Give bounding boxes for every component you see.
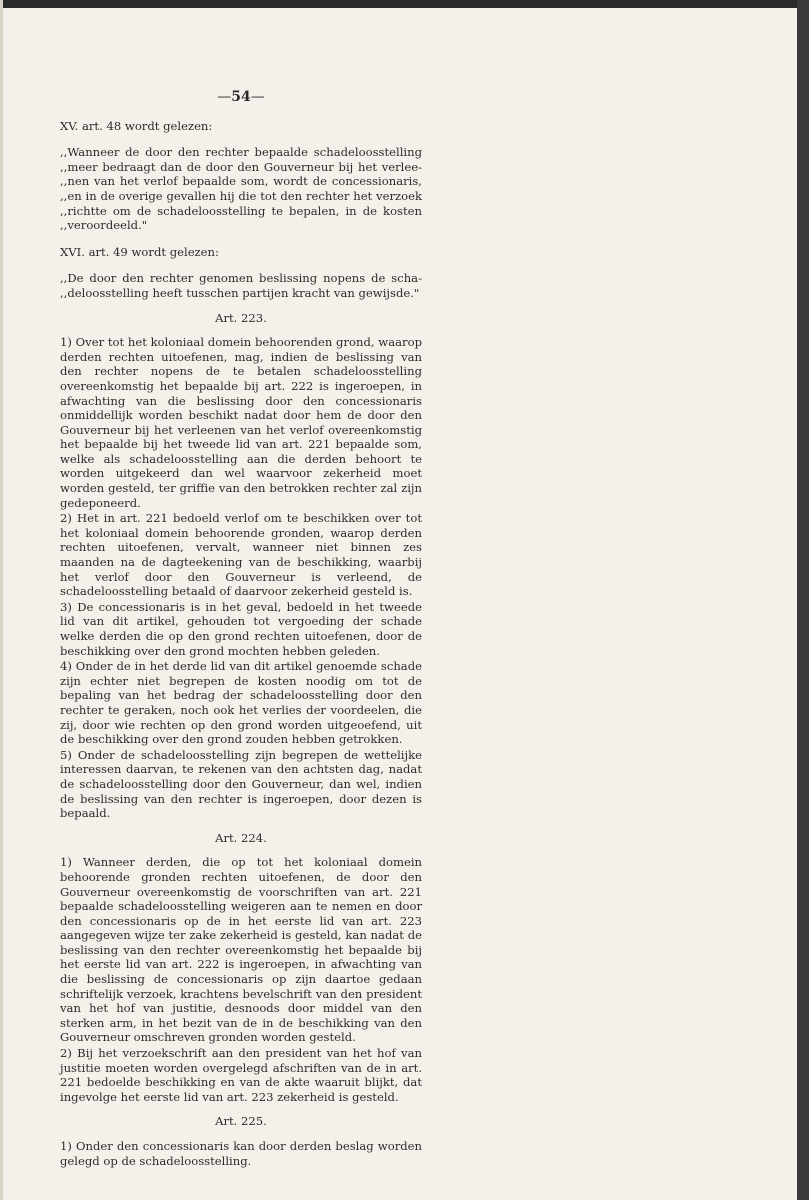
scan-top-edge xyxy=(0,0,809,8)
page-number-prefix: — xyxy=(217,89,232,105)
article-heading-225: Art. 225. xyxy=(215,1114,267,1129)
scan-right-edge xyxy=(797,0,809,1200)
article-224-paragraph-1: 1) Wanneer derden, die op tot het koloniaal domein behoorende gronden rechten uitoefenen, de door den Gouverneur overeenkomstig de voorschriften van art. 221 bepaalde schadeloosstelling weigeren aan te nemen en door den concessionaris op de in het eerste lid van art. 223 aangegeven wijze ter zake zekerheid is gesteld, kan nadat de beslissing van den rechter overeenkomstig het bepaalde bij het eerste lid van art. 222 is ingeroepen, in afwachting van die beslissing de concessionaris op zijn daartoe gedaan schriftelijk verzoek, krachtens bevelschrift van den president van het hof van justitie, desnoods door middel van den sterken arm, in het bezit van de in de beschikking van den Gouverneur omschreven gronden worden gesteld. xyxy=(60,855,422,1045)
page-number xyxy=(60,90,422,105)
page-number-value: 54 xyxy=(231,89,251,105)
article-224-paragraph-2: 2) Bij het verzoekschrift aan den president van het hof van justitie moeten worden overgelegd afschriften van de in art. 221 bedoelde beschikking en van de akte waaruit blijkt, dat ingevolge het eerste lid van art. 223 zekerheid is gesteld. xyxy=(60,1046,422,1104)
article-223-paragraph-5: 5) Onder de schadeloosstelling zijn begrepen de wettelijke interessen daarvan, te rekenen van den achtsten dag, nadat de schadeloosstelling door den Gouverneur, dan wel, indien de beslissing van den rechter is ingeroepen, door dezen is bepaald. xyxy=(60,747,422,821)
article-heading-223: Art. 223. xyxy=(215,310,267,325)
article-223-paragraph-4: 4) Onder de in het derde lid van dit artikel genoemde schade zijn echter niet begrepen de kosten noodig om tot de bepaling van het bedrag der schadeloosstelling door den rechter te geraken, noch ook het verlies der voordeelen, die zij, door wie rechten op den grond worden uitgeoefend, uit de beschikking over den grond zouden hebben getrokken. xyxy=(60,659,422,747)
article-223-paragraph-2: 2) Het in art. 221 bedoeld verlof om te beschikken over tot het koloniaal domein behoorende gronden, waarop derden rechten uitoefenen, vervalt, wanneer niet binnen zes maanden na de dagteekening van de beschikking, waarbij het verlof door den Gouverneur is verleend, de schadeloosstelling betaald of daarvoor zekerheid gesteld is. xyxy=(60,511,422,599)
page-text-column xyxy=(60,90,422,1168)
section-xvi-quote: ,,De door den rechter genomen beslissing nopens de scha- ,,deloosstelling heeft tusschen partijen kracht van gewijsde." xyxy=(60,271,422,300)
page-number-suffix: — xyxy=(250,89,265,105)
article-223-paragraph-1: 1) Over tot het koloniaal domein behoorenden grond, waarop derden rechten uitoefenen, mag, indien de beslissing van den rechter nopens de te betalen schadeloosstelling overeenkomstig het bepaalde bij art. 222 is ingeroepen, in afwachting van die beslissing door den concessionaris onmiddellijk worden beschikt nadat door hem de door den Gouverneur bij het verleenen van het verlof overeenkomstig het bepaalde bij het tweede lid van art. 221 bepaalde som, welke als schadeloosstelling aan die derden behoort te worden uitgekeerd dan wel waarvoor zekerheid moet worden gesteld, ter griffie van den betrokken rechter zal zijn gedeponeerd. xyxy=(60,335,422,510)
article-heading-224: Art. 224. xyxy=(215,830,267,845)
article-223-paragraph-3: 3) De concessionaris is in het geval, bedoeld in het tweede lid van dit artikel, gehouden tot vergoeding der schade welke derden die op den grond rechten uitoefenen, door de beschikking over den grond mochten hebben geleden. xyxy=(60,599,422,658)
article-225-paragraph-1: 1) Onder den concessionaris kan door derden beslag worden gelegd op de schadeloosstelling. xyxy=(60,1139,422,1168)
section-xv-intro: XV. art. 48 wordt gelezen: xyxy=(60,118,213,133)
section-xvi-intro: XVI. art. 49 wordt gelezen: xyxy=(60,244,219,259)
section-xv-quote: ,,Wanneer de door den rechter bepaalde schadeloosstelling ,,meer bedraagt dan de door den Gouverneur bij het verlee- ,,nen van het verlof bepaalde som, wordt de concessionaris, ,,en in de overige gevallen hij die tot den rechter het verzoek ,,richtte om de schadeloosstelling te bepalen, in de kosten ,,veroordeeld." xyxy=(60,145,422,233)
scan-left-edge xyxy=(0,0,3,1200)
